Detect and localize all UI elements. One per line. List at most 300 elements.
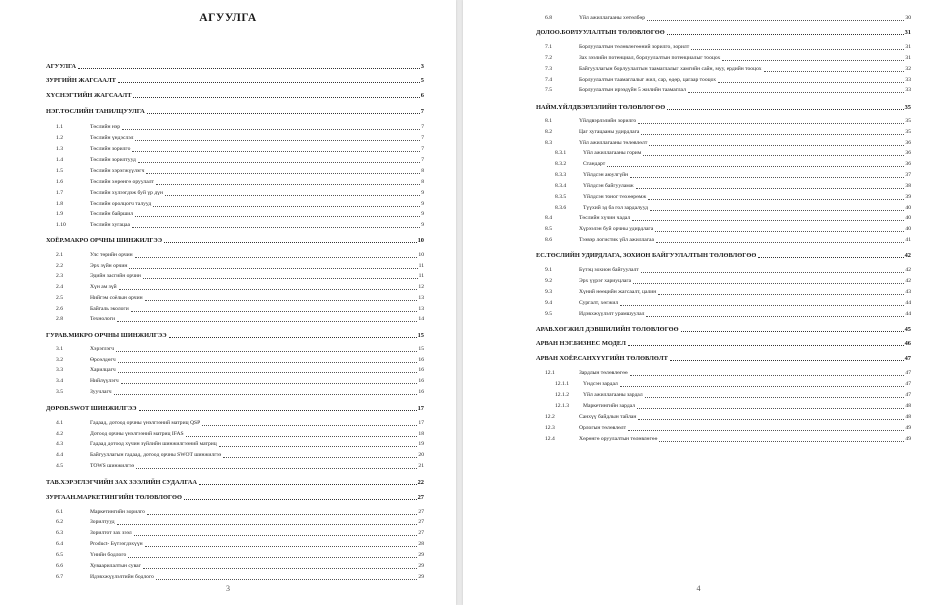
toc-entry-number: 4.4 — [56, 452, 63, 458]
toc-chapter-entry[interactable] — [46, 494, 424, 501]
toc-entry-page: 13 — [418, 295, 424, 301]
toc-dot-leader — [136, 468, 417, 469]
toc-entry-title: ХОЁР.МАКРО ОРЧНЫ ШИНЖИЛГЭЭ — [46, 237, 163, 244]
toc-entry-title: Хөрөнгө оруулалтын төлөвлөгөө — [579, 436, 658, 442]
toc-entry-number: 2.6 — [56, 306, 63, 312]
toc-dot-leader — [116, 351, 417, 352]
toc-entry-title: Борлуулалтын таамаглалыг жил, сар, өдөр, цагаар тооцох — [579, 77, 717, 83]
toc-entry[interactable] — [56, 252, 424, 259]
toc-entry-number: 8.4 — [545, 215, 552, 221]
toc-entry-number: 1.4 — [56, 157, 63, 163]
toc-entry[interactable] — [56, 157, 424, 164]
toc-dot-leader — [129, 268, 417, 269]
toc-entry-number: 12.1.1 — [555, 381, 569, 387]
toc-entry[interactable] — [56, 519, 424, 526]
toc-entry-page: 29 — [418, 552, 424, 558]
toc-entry[interactable] — [56, 541, 424, 548]
toc-entry-page: 45 — [904, 326, 911, 333]
toc-entry-title: Үйл ажиллагааны хөтөлбөр — [579, 15, 646, 21]
toc-entry-page: 16 — [418, 378, 424, 384]
toc-entry[interactable] — [545, 66, 911, 73]
toc-dot-leader — [659, 441, 904, 442]
toc-entry[interactable] — [56, 530, 424, 537]
toc-entry-page: 36 — [905, 150, 911, 156]
toc-entry-title: Түүхий эд ба гол зардалууд — [583, 205, 649, 211]
toc-entry[interactable] — [56, 420, 424, 427]
toc-entry[interactable] — [56, 306, 424, 313]
toc-entry-title: Үйл ажиллагааны төлөвлөлт — [579, 140, 648, 146]
toc-dot-leader — [119, 289, 418, 290]
toc-entry[interactable] — [545, 129, 911, 136]
toc-entry-page: 8 — [421, 179, 424, 185]
toc-entry-page: 14 — [418, 316, 424, 322]
toc-entry-title: Гадаад дотоод хүчин зүйлийн шинжилгээний матриц — [90, 441, 217, 447]
toc-entry-title: Орлогын төлөвлөлт — [579, 425, 627, 431]
toc-dot-leader — [117, 321, 417, 322]
toc-entry-title: Байгууллагын гадаад, дотоод орчны SWOT шинжилгээ — [90, 452, 222, 458]
toc-entry-page: 16 — [418, 367, 424, 373]
toc-dot-leader — [656, 242, 904, 243]
toc-entry-page: 9 — [421, 201, 424, 207]
toc-dot-leader — [202, 425, 417, 426]
toc-entry-title: Төслийн нэр — [90, 124, 121, 130]
toc-entry[interactable] — [545, 55, 911, 62]
toc-entry-title: ХҮСНЭГТИЙН ЖАГСААЛТ — [46, 92, 132, 99]
toc-entry-title: Бүтэц зохион байгуулалт — [579, 267, 639, 273]
toc-entry-title: Төслийн зорилтууд — [90, 157, 136, 163]
toc-entry-title: НЭГ.ТӨСЛИЙН ТАНИЛЦУУЛГА — [46, 108, 145, 115]
toc-entry-title: АРАВ.ХӨГЖИЛ ДЭВШИЛИЙН ТӨЛӨВЛӨГӨӨ — [536, 326, 679, 333]
toc-entry-page: 42 — [905, 278, 911, 284]
toc-entry-page: 8 — [421, 168, 424, 174]
toc-dot-leader — [667, 109, 903, 110]
toc-entry-number: 1.7 — [56, 190, 63, 196]
toc-dot-leader — [620, 386, 905, 387]
toc-dot-leader — [133, 97, 419, 98]
toc-dot-leader — [132, 151, 420, 152]
toc-dot-leader — [114, 394, 418, 395]
toc-entry[interactable] — [545, 77, 911, 84]
toc-dot-leader — [121, 383, 418, 384]
toc-entry-number: 12.1 — [545, 370, 555, 376]
toc-entry-title: Төслийн оролцогч талууд — [90, 201, 152, 207]
toc-entry-page: 7 — [421, 124, 424, 130]
toc-entry-title: Төслийн хөрөнгө оруулалт — [90, 179, 154, 185]
toc-entry-number: 4.5 — [56, 463, 63, 469]
toc-entry[interactable] — [56, 367, 424, 374]
toc-entry[interactable] — [545, 118, 911, 125]
toc-entry-page: 49 — [905, 436, 911, 442]
toc-chapter-entry[interactable] — [46, 332, 424, 339]
toc-entry-title: Маркетингийн зардал — [583, 403, 636, 409]
toc-entry-page: 10 — [418, 252, 424, 258]
toc-entry-title: Үндсэн зардал — [583, 381, 618, 387]
toc-dot-leader — [132, 227, 420, 228]
toc-entry-page: 9 — [421, 211, 424, 217]
toc-entry[interactable] — [56, 146, 424, 153]
toc-entry-number: 6.6 — [56, 563, 63, 569]
toc-dot-leader — [638, 123, 904, 124]
toc-entry-title: ДӨРӨВ.SWOT ШИНЖИЛГЭЭ — [46, 405, 137, 412]
toc-dot-leader — [643, 155, 904, 156]
toc-entry[interactable] — [56, 273, 424, 280]
toc-entry-page: 27 — [418, 519, 424, 525]
toc-entry-page: 35 — [905, 118, 911, 124]
toc-entry-page: 15 — [418, 346, 424, 352]
toc-entry-title: Төслийн зорилго — [90, 146, 131, 152]
toc-entry-page: 28 — [418, 541, 424, 547]
toc-entry-number: 6.5 — [56, 552, 63, 558]
toc-entry[interactable] — [56, 135, 424, 142]
toc-entry-title: Хуваарилалтын суваг — [90, 563, 141, 569]
toc-entry-page: 6 — [420, 92, 424, 99]
toc-entry-title: Үйлдсэн байгууламж — [583, 183, 634, 189]
toc-entry-page: 3 — [420, 63, 424, 70]
toc-entry[interactable] — [555, 172, 911, 179]
toc-entry[interactable] — [555, 403, 911, 410]
toc-entry[interactable] — [555, 205, 911, 212]
toc-entry-number: 12.2 — [545, 414, 555, 420]
toc-entry-title: Борлуулалтын төлөвлөгөөний зорилго, зорилт — [579, 44, 690, 50]
toc-chapter-entry[interactable] — [536, 340, 911, 347]
toc-entry-title: НАЙМ.ҮЙЛДВЭРЛЭЛИЙН ТӨЛӨВЛӨГӨӨ — [536, 104, 666, 111]
toc-dot-leader — [147, 113, 420, 114]
toc-entry-page: 27 — [418, 509, 424, 515]
toc-entry-number: 1.5 — [56, 168, 63, 174]
toc-entry-title: Нийлүүлэгч — [90, 378, 119, 384]
toc-entry-page: 7 — [421, 157, 424, 163]
toc-dot-leader — [143, 278, 418, 279]
toc-entry-number: 1.1 — [56, 124, 63, 130]
toc-dot-leader — [628, 345, 904, 346]
toc-dot-leader — [134, 535, 418, 536]
toc-entry-number: 8.1 — [545, 118, 552, 124]
toc-dot-leader — [645, 397, 905, 398]
toc-entry-page: 7 — [421, 135, 424, 141]
toc-entry-page: 47 — [905, 370, 911, 376]
toc-entry-number: 3.5 — [56, 389, 63, 395]
toc-entry-title: Хүн ам зүй — [90, 284, 117, 290]
toc-entry-page: 11 — [418, 263, 424, 269]
toc-chapter-entry[interactable] — [46, 92, 424, 99]
toc-entry[interactable] — [56, 168, 424, 175]
toc-chapter-entry[interactable] — [46, 405, 424, 412]
toc-entry[interactable] — [56, 563, 424, 570]
toc-entry-number: 2.3 — [56, 273, 63, 279]
toc-entry-title: Төслийн хүчин чадал — [579, 215, 631, 221]
toc-entry-number: 9.5 — [545, 311, 552, 317]
toc-dot-leader — [117, 524, 418, 525]
toc-entry-title: Эрх зүйн орчин — [90, 263, 128, 269]
toc-dot-leader — [118, 372, 418, 373]
toc-entry-title: Сургалт, хөгжил — [579, 300, 619, 306]
toc-entry[interactable] — [545, 311, 911, 318]
toc-dot-leader — [139, 410, 417, 411]
toc-entry-number: 4.1 — [56, 420, 63, 426]
toc-entry-title: Төслийн хэрэгжүүлэгч — [90, 168, 145, 174]
toc-entry-number: 2.4 — [56, 284, 63, 290]
toc-entry[interactable] — [56, 463, 424, 470]
toc-entry[interactable] — [545, 300, 911, 307]
toc-entry-page: 43 — [905, 289, 911, 295]
toc-entry-page: 47 — [904, 355, 911, 362]
toc-entry-page: 11 — [418, 273, 424, 279]
toc-dot-leader — [199, 484, 417, 485]
toc-entry-title: Үнийн бодлого — [90, 552, 127, 558]
toc-entry[interactable] — [555, 150, 911, 157]
toc-dot-leader — [128, 557, 417, 558]
toc-chapter-entry[interactable] — [46, 108, 424, 115]
toc-dot-leader — [718, 82, 904, 83]
toc-entry-page: 29 — [418, 574, 424, 580]
toc-entry-title: Байгаль экологи — [90, 306, 129, 312]
toc-entry[interactable] — [555, 183, 911, 190]
toc-dot-leader — [145, 300, 418, 301]
toc-dot-leader — [135, 140, 420, 141]
toc-entry-page: 35 — [904, 104, 911, 111]
toc-entry[interactable] — [545, 215, 911, 222]
toc-entry-title: TOWS шинжилгээ — [90, 463, 135, 469]
toc-entry-title: АРВАН НЭГ.БИЗНЕС МОДЕЛ — [536, 340, 626, 347]
toc-entry[interactable] — [56, 357, 424, 364]
toc-entry-page: 31 — [905, 44, 911, 50]
toc-entry-page: 36 — [905, 140, 911, 146]
toc-entry[interactable] — [56, 452, 424, 459]
toc-chapter-entry[interactable] — [536, 326, 911, 333]
toc-entry-number: 9.1 — [545, 267, 552, 273]
toc-entry-number: 7.5 — [545, 87, 552, 93]
toc-entry-page: 40 — [905, 226, 911, 232]
toc-entry[interactable] — [56, 509, 424, 516]
toc-entry-title: ТАВ.ХЭРЭГЛЭГЧИЙН ЗАХ ЗЭЭЛИЙН СУДАЛГАА — [46, 479, 198, 486]
toc-entry-title: Төслийн байршил — [90, 211, 134, 217]
toc-entry-title: Зардлын төлөвлөгөө — [579, 370, 628, 376]
toc-entry[interactable] — [56, 201, 424, 208]
toc-entry[interactable] — [56, 431, 424, 438]
toc-entry-page: 5 — [420, 77, 424, 84]
toc-entry-title: ЗУРГИЙН ЖАГСААЛТ — [46, 77, 116, 84]
toc-dot-leader — [667, 34, 904, 35]
toc-entry[interactable] — [545, 15, 911, 22]
toc-entry-title: Борлуулалтын ирээдүйн 5 жилийн таамаглал — [579, 87, 686, 93]
toc-entry-page: 49 — [905, 425, 911, 431]
toc-dot-leader — [637, 408, 904, 409]
toc-dot-leader — [641, 134, 904, 135]
toc-entry-number: 9.3 — [545, 289, 552, 295]
toc-dot-leader — [648, 199, 904, 200]
toc-entry[interactable] — [555, 392, 911, 399]
toc-dot-leader — [131, 311, 418, 312]
toc-dot-leader — [153, 206, 420, 207]
toc-entry-page: 7 — [421, 146, 424, 152]
toc-entry-page: 15 — [417, 332, 424, 339]
toc-entry-title: Өрсөлдөгч — [90, 357, 116, 363]
toc-entry-number: 6.7 — [56, 574, 63, 580]
toc-entry-page: 35 — [905, 129, 911, 135]
toc-entry-number: 2.5 — [56, 295, 63, 301]
toc-chapter-entry[interactable] — [46, 479, 424, 486]
toc-entry-title: Зах зээлийн потенциал, борлуулалтын потенциалыг тооцох — [579, 55, 721, 61]
toc-dot-leader — [649, 145, 904, 146]
toc-entry-page: 31 — [905, 55, 911, 61]
toc-entry-title: Төслийн хүлээгдэж буй үр дүн — [90, 190, 163, 196]
toc-chapter-entry[interactable] — [536, 355, 911, 362]
toc-entry-title: ГУРАВ.МИКРО ОРЧНЫ ШИНЖИЛГЭЭ — [46, 332, 167, 339]
toc-entry[interactable] — [56, 441, 424, 448]
toc-entry-page: 22 — [417, 479, 424, 486]
toc-entry-title: Байгууллагын борлуулалтын таамаглалыг хамгийн сайн, муу, ердийн тооцох — [579, 66, 762, 72]
toc-dot-leader — [122, 129, 420, 130]
toc-entry-number: 3.3 — [56, 367, 63, 373]
toc-entry-number: 8.3.3 — [555, 172, 567, 178]
toc-dot-leader — [143, 568, 417, 569]
toc-chapter-entry[interactable] — [46, 77, 424, 84]
toc-entry[interactable] — [56, 263, 424, 270]
toc-dot-leader — [722, 60, 904, 61]
toc-dot-leader — [670, 360, 904, 361]
toc-entry-title: Хүрээлэн буй орчны удирдлага — [579, 226, 654, 232]
toc-entry-title: Гадаад, дотоод орчны үнэлгээний матриц QSP — [90, 420, 201, 426]
toc-entry-title: Стандарт — [583, 161, 606, 167]
toc-entry[interactable] — [545, 436, 911, 443]
toc-entry[interactable] — [555, 194, 911, 201]
toc-entry[interactable] — [545, 370, 911, 377]
toc-entry[interactable] — [545, 267, 911, 274]
toc-dot-leader — [641, 272, 905, 273]
toc-entry-page: 20 — [418, 452, 424, 458]
toc-entry[interactable] — [56, 378, 424, 385]
toc-entry-page: 27 — [417, 494, 424, 501]
toc-entry[interactable] — [545, 237, 911, 244]
toc-entry[interactable] — [56, 552, 424, 559]
toc-entry-title: Нийгэм соёлын орчин — [90, 295, 143, 301]
toc-entry-page: 44 — [905, 300, 911, 306]
toc-dot-leader — [628, 430, 904, 431]
toc-dot-leader — [165, 195, 420, 196]
toc-dot-leader — [633, 283, 904, 284]
toc-entry-title: Зорилтот зах зээл — [90, 530, 132, 536]
toc-entry[interactable] — [56, 284, 424, 291]
toc-dot-leader — [219, 446, 418, 447]
toc-entry[interactable] — [555, 381, 911, 388]
toc-entry-title: Төслийн үндэслэл — [90, 135, 134, 141]
toc-dot-leader — [632, 220, 904, 221]
toc-entry-number: 1.6 — [56, 179, 63, 185]
toc-entry-number: 1.9 — [56, 211, 63, 217]
toc-dot-leader — [658, 294, 904, 295]
toc-entry-number: 8.3.5 — [555, 194, 567, 200]
toc-entry-page: 13 — [418, 306, 424, 312]
toc-entry[interactable] — [56, 574, 424, 581]
page-number: 4 — [696, 584, 701, 593]
toc-dot-leader — [147, 514, 417, 515]
toc-entry-number: 12.3 — [545, 425, 555, 431]
toc-entry-number: 9.2 — [545, 278, 552, 284]
toc-entry-title: Дотоод орчны үнэлгээний матриц IFAS — [90, 431, 184, 437]
toc-entry[interactable] — [56, 389, 424, 396]
toc-entry-number: 3.2 — [56, 357, 63, 363]
toc-entry[interactable] — [56, 124, 424, 131]
toc-entry-page: 19 — [418, 441, 424, 447]
toc-dot-leader — [681, 331, 904, 332]
toc-entry-number: 8.3.2 — [555, 161, 567, 167]
toc-chapter-entry[interactable] — [536, 252, 911, 259]
toc-entry[interactable] — [56, 211, 424, 218]
toc-entry-number: 4.3 — [56, 441, 63, 447]
toc-entry-number: 2.8 — [56, 316, 63, 322]
toc-entry-number: 7.4 — [545, 77, 552, 83]
toc-entry[interactable] — [56, 179, 424, 186]
toc-dot-leader — [135, 216, 420, 217]
toc-dot-leader — [620, 305, 904, 306]
toc-dot-leader — [758, 257, 903, 258]
toc-entry-title: Цаг хугацааны удирдлага — [579, 129, 640, 135]
page-title: АГУУЛГА — [199, 12, 257, 24]
toc-dot-leader — [156, 184, 420, 185]
toc-entry-number: 3.4 — [56, 378, 63, 384]
toc-entry[interactable] — [555, 161, 911, 168]
toc-entry-title: Хүний нөөцийн жагсаалт, цалин — [579, 289, 657, 295]
toc-dot-leader — [647, 20, 904, 21]
toc-entry-page: 16 — [418, 389, 424, 395]
toc-entry[interactable] — [545, 425, 911, 432]
toc-dot-leader — [146, 173, 420, 174]
toc-chapter-entry[interactable] — [46, 63, 424, 70]
toc-entry[interactable] — [545, 140, 911, 147]
toc-dot-leader — [156, 579, 418, 580]
toc-entry-number: 1.3 — [56, 146, 63, 152]
toc-entry-page: 31 — [904, 29, 911, 36]
toc-dot-leader — [135, 257, 418, 258]
toc-entry[interactable] — [56, 222, 424, 229]
toc-entry-page: 38 — [905, 183, 911, 189]
toc-entry[interactable] — [545, 278, 911, 285]
toc-entry-page: 29 — [418, 563, 424, 569]
toc-dot-leader — [630, 375, 905, 376]
toc-dot-leader — [223, 457, 417, 458]
toc-entry[interactable] — [56, 316, 424, 323]
toc-entry-page: 42 — [905, 267, 911, 273]
toc-entry-title: ЕС.ТӨСЛИЙН УДИРДЛАГА, ЗОХИОН БАЙГУУЛАЛТЫН ТӨЛӨВЛӨГӨӨ — [536, 252, 757, 259]
toc-entry[interactable] — [56, 190, 424, 197]
toc-entry-number: 9.4 — [545, 300, 552, 306]
toc-entry-title: Хэрэглэгч — [90, 346, 115, 352]
toc-dot-leader — [164, 242, 417, 243]
toc-entry-page: 47 — [905, 392, 911, 398]
toc-chapter-entry[interactable] — [536, 29, 911, 36]
toc-entry[interactable] — [56, 295, 424, 302]
toc-entry-page: 42 — [904, 252, 911, 259]
toc-chapter-entry[interactable] — [46, 237, 424, 244]
toc-entry-number: 7.2 — [545, 55, 552, 61]
toc-entry[interactable] — [545, 226, 911, 233]
toc-entry-title: Эдийн засгийн орчин — [90, 273, 141, 279]
toc-chapter-entry[interactable] — [536, 104, 911, 111]
toc-entry-title: Үйлдсэн тоног төхөөрөмж — [583, 194, 647, 200]
toc-entry-page: 27 — [418, 530, 424, 536]
toc-entry[interactable] — [545, 289, 911, 296]
toc-entry[interactable] — [545, 414, 911, 421]
toc-entry-title: Төслийн хугацаа — [90, 222, 130, 228]
toc-entry[interactable] — [545, 44, 911, 51]
toc-entry-title: Идэвхжүүлэлтийн бодлого — [90, 574, 154, 580]
toc-entry[interactable] — [56, 346, 424, 353]
toc-entry-number: 8.3 — [545, 140, 552, 146]
toc-entry-number: 12.1.3 — [555, 403, 569, 409]
toc-entry-number: 1.2 — [56, 135, 63, 141]
toc-entry[interactable] — [545, 87, 911, 94]
document-page-right — [463, 0, 934, 605]
